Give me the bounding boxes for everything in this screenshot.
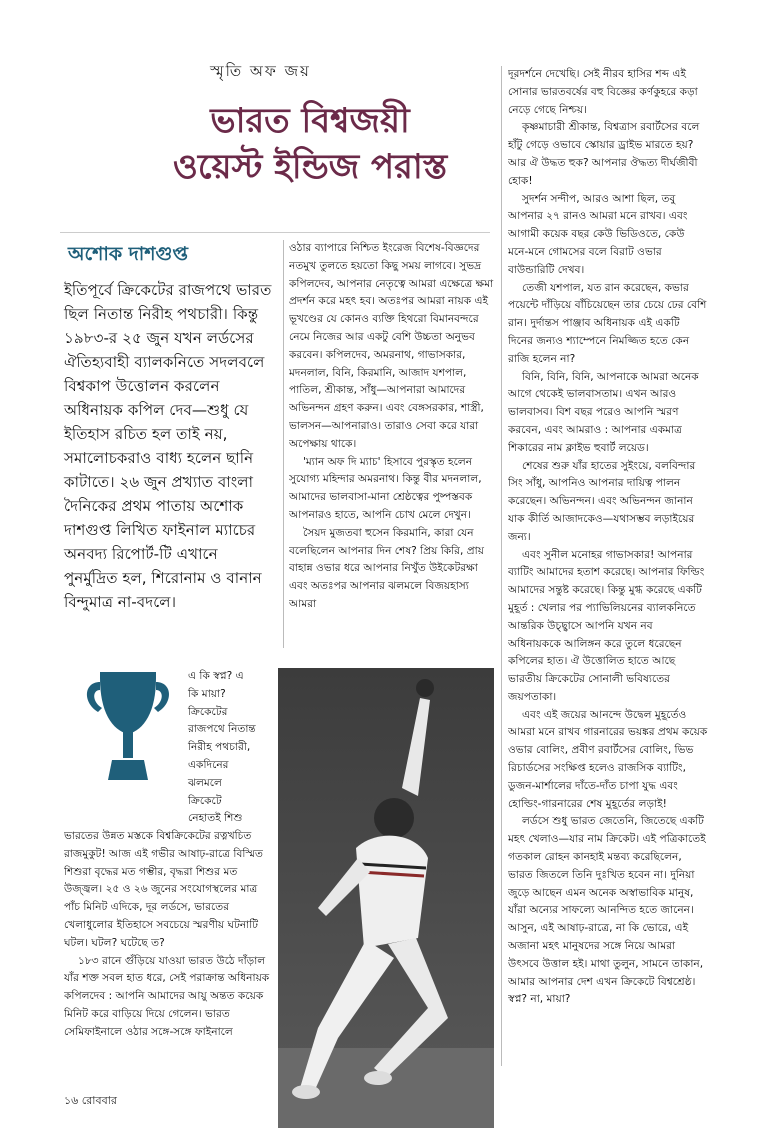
paragraph: এবং সুনীল মনোহর গাভাসকার! আপনার ব্যাটিং আমাদের হতাশ করেছে। আপনার ফিল্ডিং আমাদের সন্তুষ্ট করেছে। কিন্তু মুগ্ধ করেছে একটি মুহূর্ত : খেলার পর প্যাভিলিয়নের ব্যালকনিতে আন্তরিক উচ্ছ্বাসে আপনি যখন নব অধিনায়ককে আলিঙ্গন করে তুলে ধরেছেন কপিলের হাত। ঐ উত্তোলিত হাতে আছে ভারতীয় ক্রিকেটের সোনালী ভবিষ্যতের জয়পতাকা। [508, 548, 705, 703]
column-2-text [289, 240, 495, 650]
byline: অশোক দাশগুপ্ত [68, 243, 188, 265]
column-3-text [508, 66, 708, 1066]
column-1-wrap [188, 668, 274, 828]
paragraph: শেষের শুরু যাঁর হাতের সুইংয়ে, বলবিন্দার সিং সাঁধু, আপনিও আপনার দায়িত্ব পালন করেছেন। অভিনন্দন। এবং অভিনন্দন জানান যাক কীর্তি আজাদকেও—যথাসম্ভব লড়াইয়ের জন্য। [508, 459, 696, 543]
column-divider [501, 66, 502, 1066]
column-divider [283, 240, 284, 648]
line: ঝলমলে [188, 776, 222, 789]
paragraph: ওঠার ব্যাপারে নিশ্চিত ইংরেজ বিশেষ-বিজ্ঞদের নতমুখ তুলতে হয়তো কিছু সময় লাগবে। সুভদ্র কপিলদেব, আপনার নেতৃত্বে আমরা এক্ষেত্রে ক্ষমা প্রদর্শন করে মহৎ হব। অতঃপর আমরা নায়ক এই ভূখণ্ডের যে কোনও ব্যক্তি হিথরো বিমানবন্দরে নেমে নিজের আর একটু বেশি উচ্চতা অনুভব করবেন। কপিলদেব, অমরনাথ, গাভাসকার, মদনলাল, বিনি, কিরমানি, আজাদ যশপাল, পাতিল, শ্রীকান্ত, সাঁধু—আপনারা আমাদের অভিনন্দন গ্রহণ করুন। এবং বেঙ্গসরকার, শাস্ত্রী, ভালসন—আপনারাও। তারাও সেবা করে যারা অপেক্ষায় থাকে। [289, 242, 494, 450]
line: রাজপথে নিতান্ত [188, 723, 256, 736]
bowler-photo [278, 668, 494, 1128]
line: ক্রিকেটের [188, 705, 228, 718]
line: এ কি স্বপ্ন? এ [188, 670, 244, 682]
line: একদিনের [188, 758, 229, 771]
paragraph: 'ম্যান অফ দি ম্যাচ' হিসাবে পুরস্কৃত হলেন সুযোগ্য মহিন্দার অমরনাথ। কিন্তু বীর মদনলাল, আমাদের ভালবাসা-মানা শ্রেষ্ঠত্বের পুষ্পস্তবক আপনারও হাতে, আপনি চোখ মেলে দেখুন। [289, 455, 482, 521]
kicker: স্মৃতি অফ জয় [210, 62, 311, 80]
paragraph: ১৮৩ রানে গুঁড়িয়ে যাওয়া ভারত উঠে দাঁড়াল যাঁর শক্ত সবল হাত ধরে, সেই পরাক্রান্ত অধিনায়ক কপিলদেব : আপনি আমাদের আয়ু অন্তত কয়েক মিনিট করে বাড়িয়ে দিয়ে গেলেন। ভারত সেমিফাইনালে ওঠার সঙ্গে-সঙ্গে ফাইনালে [64, 954, 270, 1038]
headline-line-1: ভারত বিশ্বজয়ী [210, 101, 410, 141]
paragraph: সুদর্শন সন্দীপ, আরও আশা ছিল, তবু আপনার ২৭ রানও আমরা মনে রাখব। এবং আগামী কয়েক বছর কেউ ভিডিওতে, কেউ মনে-মনে গোমসের বলে বিরাট ওভার বাউন্ডারিটি দেখব। [508, 192, 688, 276]
headline-line-2: ওয়েস্ট ইন্ডিজ পরাস্ত [172, 147, 448, 187]
line: নিরীহ পথচারী, [188, 741, 251, 754]
paragraph: কৃষ্ণমাচারী শ্রীকান্ত, বিশ্বত্রাস রবার্টসের বলে হাঁটু গেড়ে ওভাবে স্কোয়ার ড্রাইভ মারতে হয়? আর ঐ উদ্ধত হুক? আপনার ঔদ্ধত্য দীর্ঘজীবী হোক! [508, 121, 700, 187]
paragraph: লর্ডসে শুধু ভারত জেতেনি, জিতেছে একটি মহৎ খেলাও—যার নাম ক্রিকেট। এই পত্রিকাতেই গতকাল রোহন কানহাই মন্তব্য করেছিলেন, ভারত জিতলে তিনি দুঃখিত হবেন না। দুনিয়া জুড়ে আছেন এমন অনেক অস্বাভাবিক মানুষ, যাঁরা অন্যের সাফল্যে আনন্দিত হতে জানেন। আসুন, এই আষাঢ়-রাত্রে, না কি ভোরে, এই অজানা মহৎ মানুষদের সঙ্গে নিয়ে আমরা উৎসবে উত্তাল হই। মাথা তুলুন, সামনে তাকান, আমার আপনার দেশ এখন ক্রিকেটে বিশ্বশ্রেষ্ঠ। স্বপ্ন? না, মায়া? [508, 815, 706, 1006]
page-footer: ১৬ রোববার [64, 1094, 117, 1107]
line: কি মায়া? [188, 687, 226, 700]
line: ক্রিকেটে [188, 794, 222, 807]
paragraph: দূরদর্শনে দেখেছি। সেই নীরব হাসির শব্দ এই সোনার ভারতবর্ষের বহু বিজ্ঞের কর্ণকুহরে কড়া নেড়ে গেছে নিশ্চয়। [508, 68, 698, 116]
headline [120, 98, 500, 190]
line: নেহাতই শিশু [188, 812, 243, 825]
paragraph: বিনি, বিনি, বিনি, আপনাকে আমরা অনেক আগে থেকেই ভালবাসতাম। এখন আরও ভালবাসব। বিশ বছর পরেও আপনি স্মরণ করবেন, এবং আমরাও : আপনার একমাত্র শিকারের নাম ক্লাইভ হুবার্ট লয়েড। [508, 370, 699, 454]
trophy-icon [78, 668, 178, 788]
header-divider [60, 232, 490, 233]
paragraph: এবং এই জয়ের আনন্দে উদ্বেল মুহূর্তেও আমরা মনে রাখব গারনারের ভয়ঙ্কর প্রথম কয়েক ওভার বোলিং, প্রবীণ রবার্টসের বোলিং, ভিভ রিচার্ডসের সংক্ষিপ্ত হলেও রাজসিক ব্যাটিং, ডুজন-মার্শালের দাঁতে-দাঁত চাপা যুদ্ধ এবং হোল্ডিং-গারনারের শেষ মুহূর্তের লড়াই! [508, 708, 708, 810]
paragraph: ভারতের উন্নত মস্তকে বিশ্বক্রিকেটের রত্নখচিত রাজমুকুট! আজ এই গভীর আষাঢ়-রাত্রে বিস্মিত শিশুরা বৃদ্ধের মত গম্ভীর, বৃদ্ধরা শিশুর মত উজ্জ্বল। ২৫ ও ২৬ জুনের সংযোগস্থলের মাত্র পাঁচ মিনিট এদিকে, দূর লর্ডসে, ভারতের খেলাধুলোর ইতিহাসে সবচেয়ে স্মরণীয় ঘটনাটি ঘটল। ঘটল? ঘটেছে ত? [64, 830, 263, 949]
intro-paragraph: ইতিপূর্বে ক্রিকেটের রাজপথে ভারত ছিল নিতান্ত নিরীহ পথচারী। কিন্তু ১৯৮৩-র ২৫ জুন যখন লর্ডসের ঐতিহ্যবাহী ব্যালকনিতে সদলবলে বিশ্বকাপ উত্তোলন করলেন অধিনায়ক কপিল দেব—শুধু যে ইতিহাস রচিত হল তাই নয়, সমালোচকরাও বাধ্য হলেন ছানি কাটাতে। ২৬ জুন প্রখ্যাত বাংলা দৈনিকের প্রথম পাতায় অশোক দাশগুপ্ত লিখিত ফাইনাল ম্যাচের অনবদ্য রিপোর্ট-টি এখানে পুনর্মুদ্রিত হল, শিরোনাম ও বানান বিন্দুমাত্র না-বদলে। [64, 281, 272, 611]
paragraph: তেজী যশপাল, যত রান করেছেন, কভার পয়েন্টে দাঁড়িয়ে বাঁচিয়েছেন তার চেয়ে ঢের বেশি রান। দুর্দান্তস পাঞ্জাব অধিনায়ক এই একটি দিনের জন্যও শ্যাম্পেনে নিমজ্জিত হতে কেন রাজি হলেন না? [508, 281, 707, 365]
column-1-text [64, 828, 274, 1064]
paragraph: সৈয়দ মুজতবা হুসেন কিরমানি, কারা যেন বলেছিলেন আপনার দিন শেষ? প্রিয় কিরি, প্রায় বাহান্ন ওভার ধরে আপনার নিখুঁত উইকেটরক্ষা এবং অতঃপর আপনার ঝলমলে বিজয়হাস্য আমরা [289, 526, 484, 610]
